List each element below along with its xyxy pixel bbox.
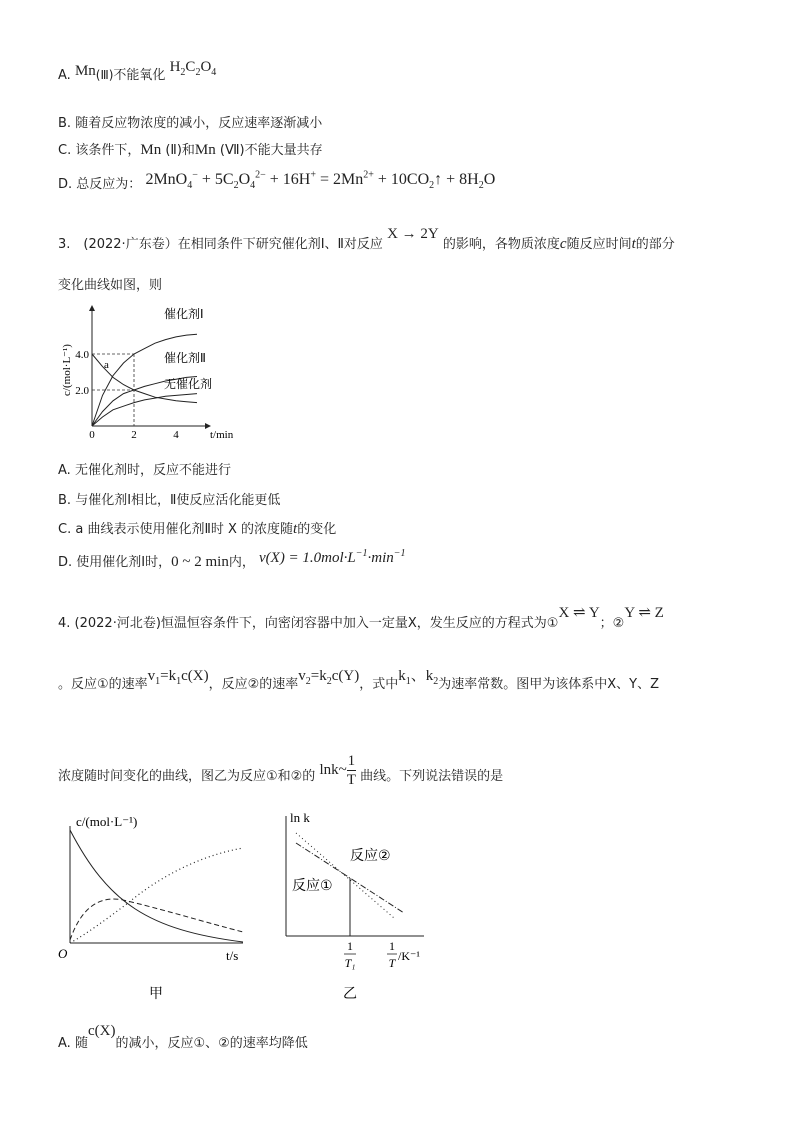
figure-caption: 甲 bbox=[149, 986, 163, 1002]
time-range: 0 ~ 2 min bbox=[171, 554, 229, 570]
option-text: 不能氧化 bbox=[113, 68, 166, 83]
xtick-0: 0 bbox=[89, 429, 95, 441]
option-text: 与催化剂Ⅰ相比，Ⅱ使反应活化能更低 bbox=[75, 493, 281, 508]
x-axis-unit: /K⁻¹ bbox=[398, 949, 420, 963]
q2-option-c[interactable] bbox=[58, 139, 323, 159]
option-text: a 曲线表示使用催化剂Ⅱ时 X 的浓度随 bbox=[75, 522, 294, 537]
q4-stem-line1 bbox=[58, 605, 664, 632]
equation-2: Y ⇌ Z bbox=[624, 605, 664, 621]
y-axis-label: c/(mol·L⁻¹) bbox=[76, 814, 138, 829]
total-reaction-equation: $2MnO_4^- + 5C_2O_4^{2-} + 16H^+ = 2Mn^{2+}$ + $10CO_2↑ + 8H_2O$ bbox=[145, 169, 496, 192]
frac-numerator: 1 bbox=[347, 753, 356, 769]
oxidation-state: (Ⅶ) bbox=[215, 143, 245, 158]
q3-option-c[interactable] bbox=[58, 518, 336, 538]
option-letter: D. bbox=[58, 177, 73, 192]
mn-symbol: Mn bbox=[140, 142, 162, 158]
option-text: 使用催化剂Ⅰ时， bbox=[76, 555, 172, 570]
option-text: 的变化 bbox=[297, 522, 337, 537]
var-cx: c(X) bbox=[87, 1023, 116, 1039]
stem-text: ；② bbox=[599, 616, 625, 631]
option-text: 随 bbox=[74, 1036, 88, 1051]
rate-v2: $v_2=k_2c(Y)$ bbox=[298, 668, 360, 687]
option-text: 无催化剂时，反应不能进行 bbox=[74, 463, 231, 478]
var-t: t bbox=[631, 236, 636, 252]
tick-2-num: 1 bbox=[389, 939, 395, 953]
q2-option-a[interactable] bbox=[58, 59, 217, 86]
q4-figure-jia bbox=[58, 808, 258, 1008]
tick-1-num: 1 bbox=[347, 939, 353, 953]
ytick-4: 4.0 bbox=[75, 349, 89, 361]
q2-option-d[interactable] bbox=[58, 169, 496, 195]
q3-option-b[interactable] bbox=[58, 489, 280, 508]
stem-text: 随反应时间 bbox=[566, 237, 632, 252]
label-catalyst-2: 催化剂Ⅱ bbox=[164, 351, 206, 365]
oxidation-state: (Ⅲ) bbox=[95, 68, 114, 82]
var-c: c bbox=[559, 236, 567, 252]
stem-text: 3. (2022·广东卷）在相同条件下研究催化剂Ⅰ、Ⅱ对反应 bbox=[58, 237, 383, 252]
option-text: 总反应为： bbox=[76, 177, 142, 192]
option-letter: D. bbox=[58, 555, 73, 570]
y-axis-label: c/(mol·L⁻¹) bbox=[61, 344, 73, 396]
option-letter: A. bbox=[58, 463, 71, 478]
y-axis-label: ln k bbox=[290, 810, 310, 825]
q3-stem-line1 bbox=[58, 226, 675, 253]
stem-text: 4. (2022·河北卷)恒温恒容条件下，向密闭容器中加入一定量X，发生反应的方程式为① bbox=[58, 616, 559, 631]
q4-stem-line2 bbox=[58, 668, 660, 695]
option-letter: B. bbox=[58, 493, 72, 508]
tick-1-den: T₁ bbox=[344, 956, 356, 970]
option-letter: A. bbox=[58, 1036, 71, 1051]
stem-text: 浓度随时间变化的曲线，图乙为反应①和②的 bbox=[58, 769, 316, 784]
q3-option-d[interactable] bbox=[58, 548, 406, 571]
var-t: t bbox=[293, 521, 298, 537]
x-axis-label: t/s bbox=[226, 948, 239, 963]
q4-option-a[interactable] bbox=[58, 1023, 308, 1052]
option-text: 该条件下， bbox=[75, 143, 141, 158]
q3-concentration-chart bbox=[58, 300, 238, 440]
stem-text: 变化曲线如图，则 bbox=[58, 278, 163, 293]
label-reaction-1: 反应① bbox=[292, 878, 333, 894]
label-no-catalyst: 无催化剂 bbox=[164, 377, 213, 391]
option-text: 随着反应物浓度的减小，反应速率逐渐减小 bbox=[75, 116, 323, 131]
oxidation-state: (Ⅱ) bbox=[161, 143, 182, 158]
ytick-2: 2.0 bbox=[75, 385, 89, 397]
stem-text: 为速率常数。图甲为该体系中X、Y、Z bbox=[438, 677, 660, 692]
q4-stem-line3 bbox=[58, 753, 504, 795]
line-reaction-1 bbox=[296, 833, 394, 918]
xtick-2: 2 bbox=[131, 429, 137, 441]
stem-text: ，反应②的速率 bbox=[208, 677, 299, 692]
curve-no-catalyst bbox=[92, 394, 197, 426]
q3-stem-line2 bbox=[58, 274, 162, 293]
reaction-x-to-2y: X → 2Y bbox=[387, 226, 439, 242]
option-text: 的减小，反应①、②的速率均降低 bbox=[115, 1036, 308, 1051]
oxalic-acid-formula: $H_2C_2O_4$ bbox=[169, 59, 217, 78]
mn-symbol: Mn bbox=[74, 63, 96, 79]
stem-text: 的影响，各物质浓度 bbox=[442, 237, 560, 252]
frac-denominator: T bbox=[346, 772, 356, 788]
lnk-text: lnk~ bbox=[319, 761, 347, 778]
rate-expression: $v(X) = 1.0mol\cdot L^{-1}\cdot\min^{-1}$ bbox=[259, 548, 406, 566]
rate-v1: $v_1=k_1c(X)$ bbox=[147, 668, 209, 687]
option-letter: C. bbox=[58, 143, 72, 158]
option-text: 和 bbox=[181, 143, 195, 158]
label-reaction-2: 反应② bbox=[350, 848, 391, 864]
q2-option-b[interactable] bbox=[58, 112, 322, 131]
option-text: 内， bbox=[228, 555, 255, 570]
tick-2-den: T bbox=[388, 956, 396, 970]
stem-text: 的部分 bbox=[635, 237, 675, 252]
stem-text: 。反应①的速率 bbox=[58, 677, 148, 692]
q4-figure-yi bbox=[274, 808, 444, 1008]
curve-z bbox=[70, 848, 243, 943]
label-catalyst-1: 催化剂Ⅰ bbox=[164, 307, 204, 321]
equation-1: X ⇌ Y bbox=[558, 605, 600, 621]
figure-caption: 乙 bbox=[343, 986, 357, 1002]
rate-constants: $k_1$、$k_2$ bbox=[398, 668, 439, 687]
curve-a-label: a bbox=[104, 359, 109, 371]
option-letter: B. bbox=[58, 116, 72, 131]
option-text: 不能大量共存 bbox=[244, 143, 323, 158]
curve-y bbox=[70, 899, 243, 940]
stem-text: ，式中 bbox=[359, 677, 399, 692]
option-letter: C. bbox=[58, 522, 72, 537]
x-axis-label: t/min bbox=[210, 429, 234, 441]
option-letter: A. bbox=[58, 68, 71, 83]
q3-option-a[interactable] bbox=[58, 459, 231, 478]
stem-text: 曲线。下列说法错误的是 bbox=[360, 769, 504, 784]
origin-label: O bbox=[58, 946, 68, 961]
lnk-relation bbox=[319, 752, 355, 789]
xtick-4: 4 bbox=[173, 429, 179, 441]
mn-symbol: Mn bbox=[194, 142, 216, 158]
